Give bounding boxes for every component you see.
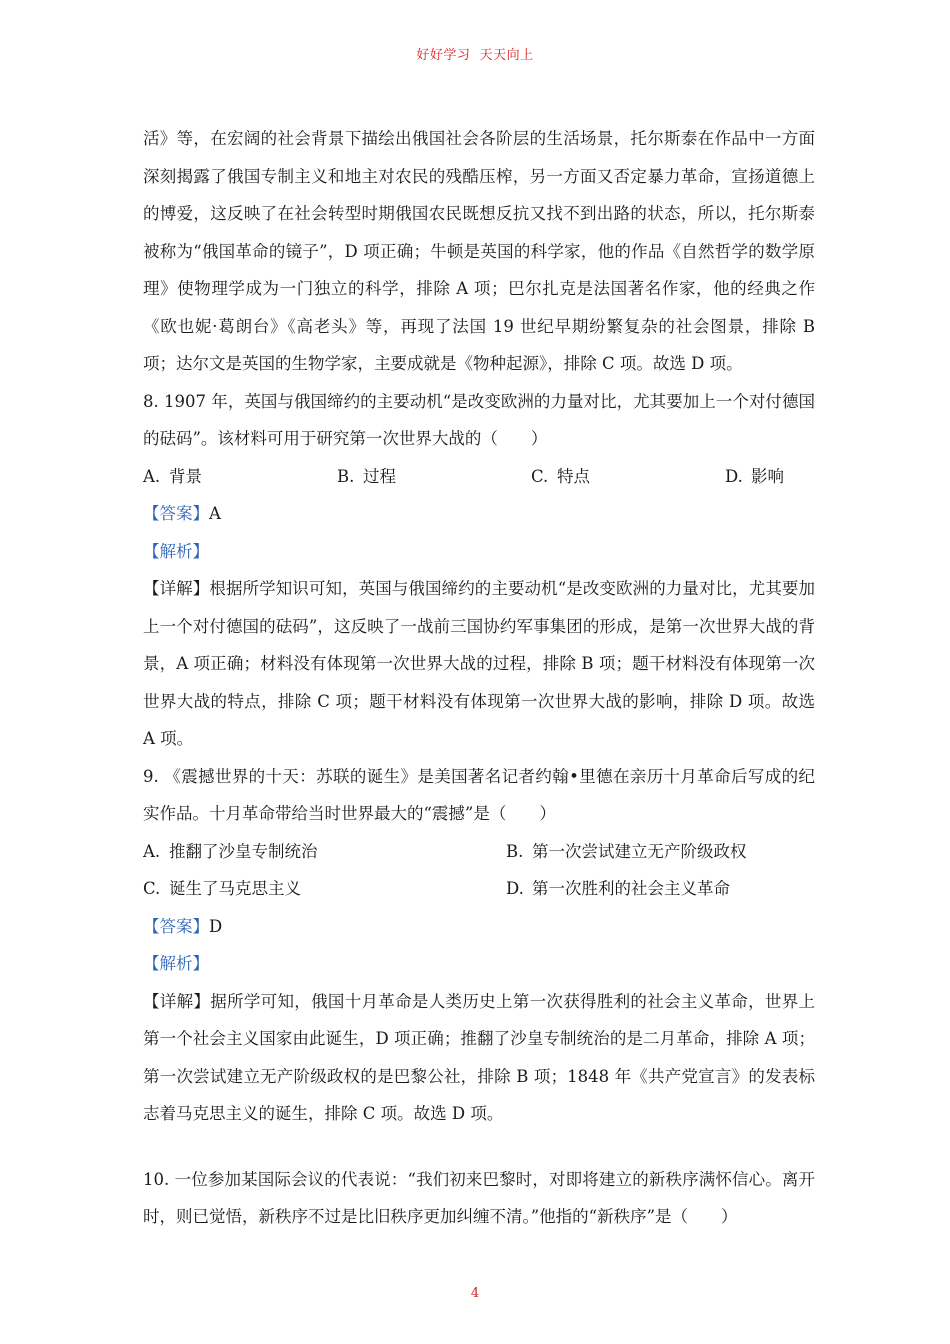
option-text: 特点 <box>557 466 590 486</box>
option-text: 第一次尝试建立无产阶级政权 <box>532 841 747 861</box>
option-letter: C. <box>531 466 549 486</box>
option-letter: D. <box>506 879 524 898</box>
option-text: 影响 <box>751 466 784 486</box>
option-letter: C. <box>143 879 161 898</box>
detail-tag: 【详解】 <box>143 991 211 1011</box>
question-8-options <box>143 458 815 496</box>
question-9-option-b <box>452 833 815 871</box>
question-8-detail <box>143 570 815 758</box>
question-8-analysis-heading <box>143 533 815 571</box>
answer-tag: 【答案】 <box>143 504 209 523</box>
question-spacer <box>143 1133 815 1161</box>
option-letter: A. <box>143 466 161 486</box>
question-9-option-d <box>452 870 815 908</box>
analysis-tag: 【解析】 <box>143 954 209 973</box>
question-8-option-c <box>531 458 725 496</box>
question-8-answer <box>143 495 815 533</box>
detail-text: 根据所学知识可知，英国与俄国缔约的主要动机“是改变欧洲的力量对比，尤其要加上一个对付德国的砝码”，这反映了一战前三国协约军事集团的形成，是第一次世界大战的背景，A 项正确；材料没有体现第一次世界大战的过程，排除 B 项；题干材料没有体现第一次世界大战的特点，排除 C 项；题干材料没有体现第一次世界大战的影响，排除 D 项。故选 A 项。 <box>143 579 816 748</box>
option-letter: B. <box>337 466 355 486</box>
question-9-options-row-2 <box>143 870 815 908</box>
detail-tag: 【详解】 <box>143 579 210 598</box>
option-letter: D. <box>725 466 743 486</box>
question-9-options-row-1 <box>143 833 815 871</box>
question-8-option-d <box>725 458 815 496</box>
option-text: 推翻了沙皇专制统治 <box>169 841 318 861</box>
question-8-option-b <box>337 458 531 496</box>
question-8-stem: 8. 1907 年，英国与俄国缔约的主要动机“是改变欧洲的力量对比，尤其要加上一个对付德国的砝码”。该材料可用于研究第一次世界大战的（ ） <box>143 391 815 448</box>
option-text: 第一次胜利的社会主义革命 <box>532 879 730 898</box>
answer-value: D <box>209 916 223 936</box>
option-letter: A. <box>143 841 161 861</box>
detail-text: 据所学可知，俄国十月革命是人类历史上第一次获得胜利的社会主义革命，世界上第一个社会主义国家由此诞生，D 项正确；推翻了沙皇专制统治的是二月革命，排除 A 项；第一次尝试建立无产阶级政权的是巴黎公社，排除 B 项；1848 年《共产党宣言》的发表标志着马克思主义的诞生，排除 C 项。故选 D 项。 <box>143 991 816 1123</box>
page-header: 好好学习 天天向上 <box>416 48 534 63</box>
continuation-paragraph: 活》等，在宏阔的社会背景下描绘出俄国社会各阶层的生活场景，托尔斯泰在作品中一方面深刻揭露了俄国专制主义和地主对农民的残酷压榨，另一方面又否定暴力革命，宣扬道德上的博爱，这反映了在社会转型时期俄国农民既想反抗又找不到出路的状态，所以，托尔斯泰被称为“俄国革命的镜子”，D 项正确；牛顿是英国的科学家，他的作品《自然哲学的数学原理》使物理学成为一门独立的科学，排除 A 项；巴尔扎克是法国著名作家，他的经典之作《欧也妮·葛朗台》《高老头》等，再现了法国 19 世纪早期纷繁复杂的社会图景，排除 B 项；达尔文是英国的生物学家，主要成就是《物种起源》，排除 C 项。故选 D 项。 <box>143 129 815 373</box>
question-9-stem: 9. 《震撼世界的十天：苏联的诞生》是美国著名记者约翰•里德在亲历十月革命后写成的纪实作品。十月革命带给当时世界最大的“震撼”是（ ） <box>143 766 815 823</box>
question-9-option-c <box>143 870 452 908</box>
question-9-option-a <box>143 833 452 871</box>
option-text: 诞生了马克思主义 <box>169 879 301 898</box>
answer-tag: 【答案】 <box>143 916 209 936</box>
option-letter: B. <box>506 841 524 861</box>
question-9-detail <box>143 983 815 1133</box>
analysis-tag: 【解析】 <box>143 541 209 561</box>
document-body <box>143 120 815 1236</box>
question-9-answer <box>143 908 815 946</box>
option-text: 背景 <box>169 466 202 486</box>
question-9-analysis-heading <box>143 945 815 983</box>
page-number: 4 <box>470 1286 480 1301</box>
option-text: 过程 <box>363 466 396 486</box>
question-10-stem: 10. 一位参加某国际会议的代表说：“我们初来巴黎时，对即将建立的新秩序满怀信心。离开时，则已觉悟，新秩序不过是比旧秩序更加纠缠不清。”他指的“新秩序”是（ ） <box>143 1169 815 1226</box>
question-8-option-a <box>143 458 337 496</box>
answer-value: A <box>209 504 221 523</box>
